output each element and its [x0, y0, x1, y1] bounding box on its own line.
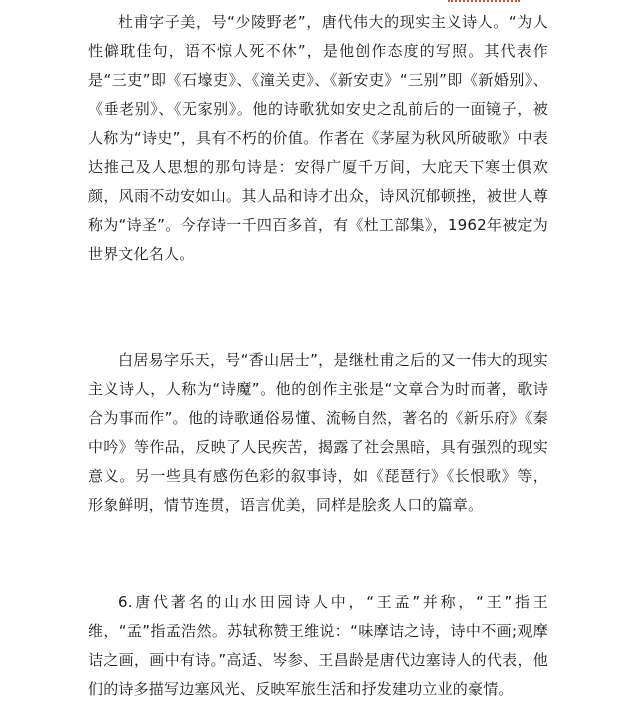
paragraph-landscape-poets: 6.唐代著名的山水田园诗人中，“王孟”并称，“王”指王维，“孟”指孟浩然。苏轼称赞王维说：“味摩诘之诗，诗中不画;观摩诘之画，画中有诗。”高适、岑参、王昌龄是唐代边塞诗人的代表，他们的诗多描写边塞风光、反映军旅生活和抒发建功立业的豪情。 — [88, 593, 548, 698]
top-edge-mark — [448, 0, 520, 4]
paragraph-bai-juyi: 白居易字乐天，号“香山居士”，是继杜甫之后的又一伟大的现实主义诗人，人称为“诗魔”。他的创作主张是“文章合为时而著，歌诗合为事而作”。他的诗歌通俗易懂、流畅自然，著名的《新乐府》《秦中吟》等作品，反映了人民疾苦，揭露了社会黑暗，具有强烈的现实意义。另一些具有感伤色彩的叙事诗，如《琵琶行》《长恨歌》等，形象鲜明，情节连贯，语言优美，同样是脍炙人口的篇章。 — [88, 351, 548, 514]
paragraph-du-fu: 杜甫字子美，号“少陵野老”，唐代伟大的现实主义诗人。“为人性僻耽佳句，语不惊人死不休”，是他创作态度的写照。其代表作是“三吏”即《石壕吏》、《潼关吏》、《新安吏》“三别”即《新婚别》、《垂老别》、《无家别》。他的诗歌犹如安史之乱前后的一面镜子，被人称为“诗史”，具有不朽的价值。作者在《茅屋为秋风所破歌》中表达推己及人思想的那句诗是：安得广厦千万间，大庇天下寒士俱欢颜，风雨不动安如山。其人品和诗才出众，诗风沉郁顿挫，被世人尊称为“诗圣”。今存诗一千四百多首，有《杜工部集》，1962年被定为世界文化名人。 — [88, 13, 548, 263]
